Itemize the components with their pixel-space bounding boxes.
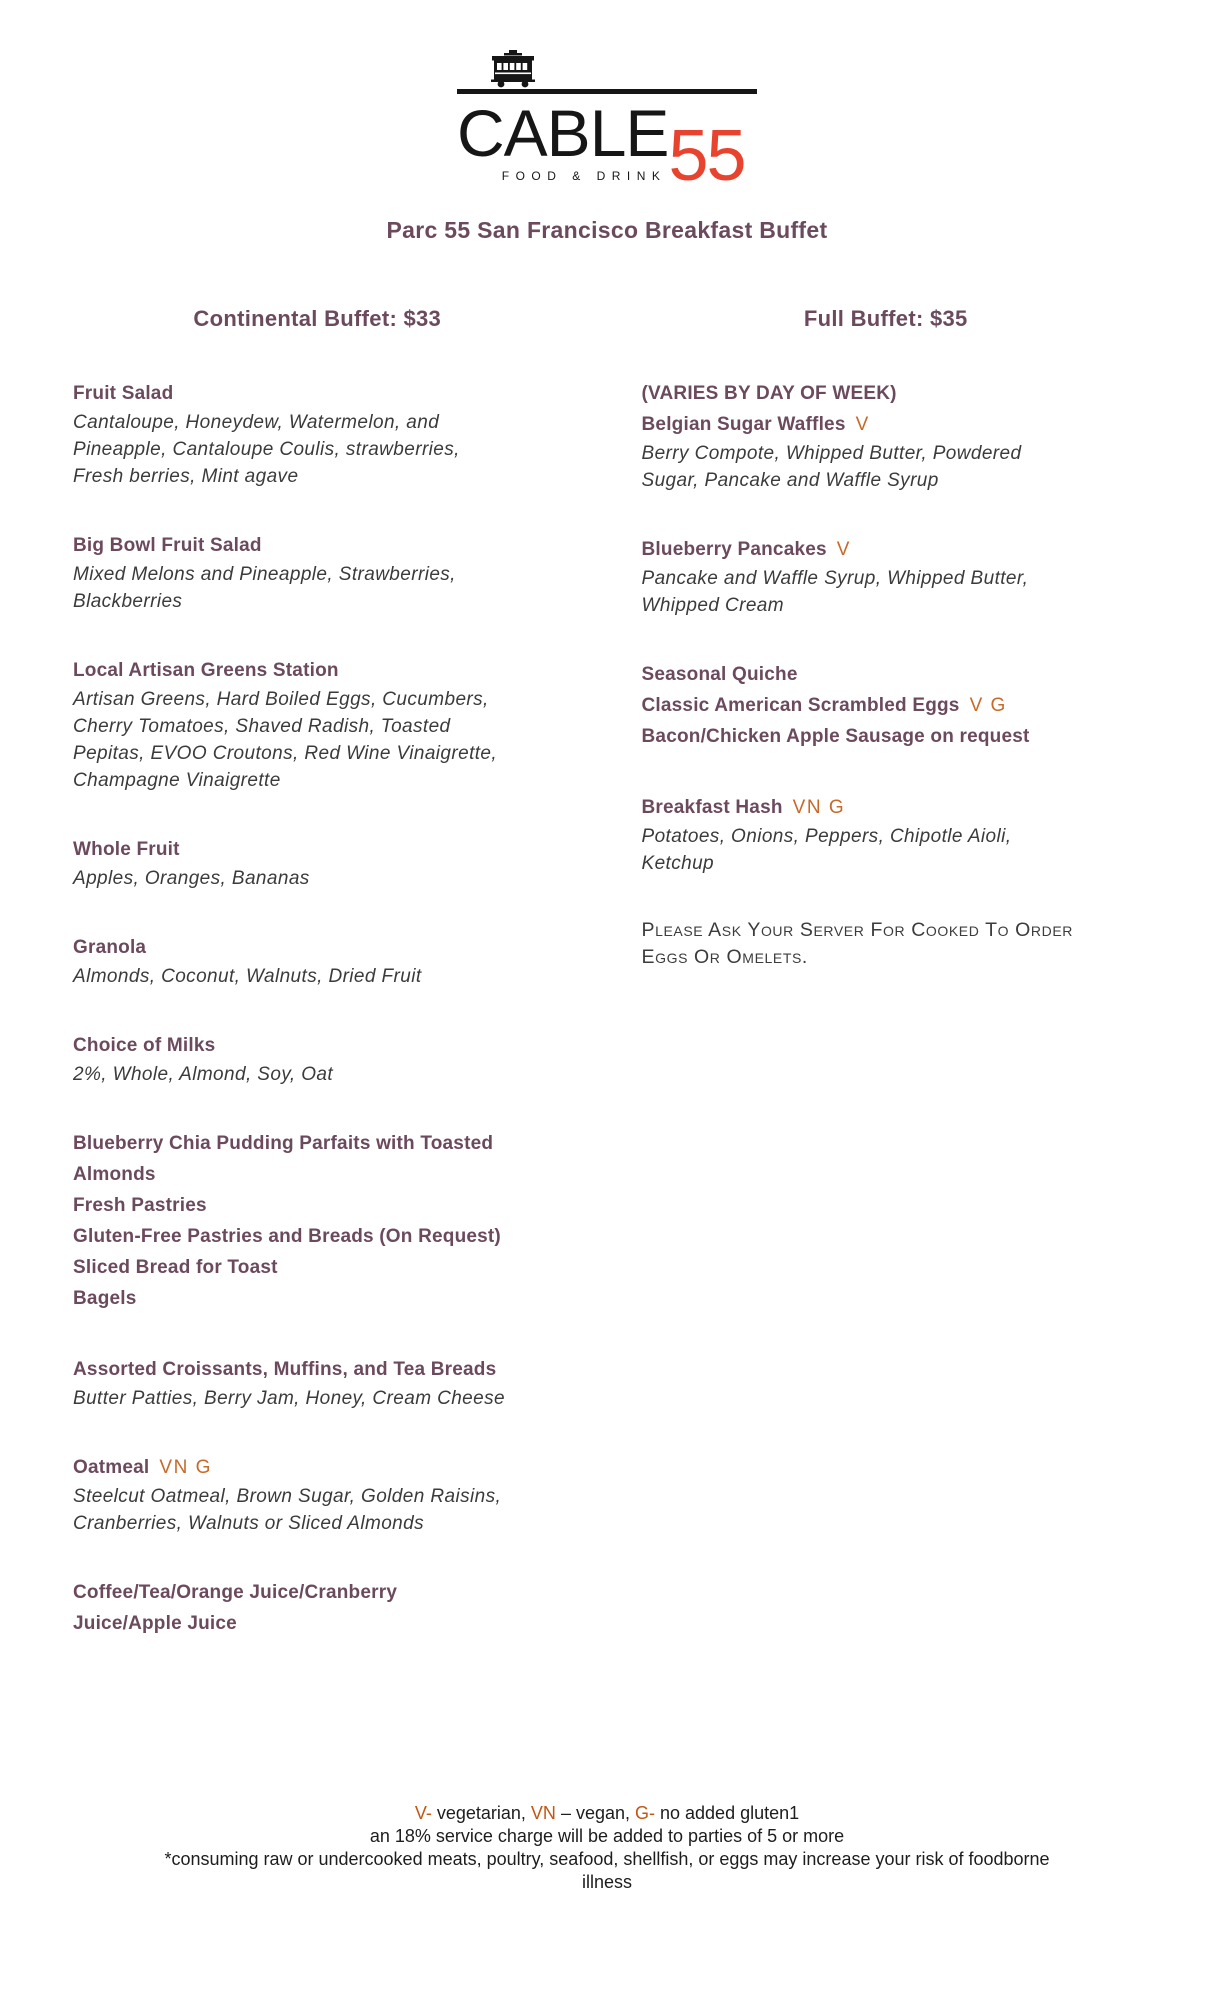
menu-block [642,534,1131,619]
item-name [642,409,1131,440]
item-description [642,440,1131,467]
item-name [73,1190,562,1221]
page-title: Parc 55 San Francisco Breakfast Buffet [386,216,828,243]
item-text: Cranberries, Walnuts or Sliced Almonds [73,1512,425,1534]
service-charge-note: an 18% service charge will be added to parties of 5 or more [369,1826,845,1846]
item-text: Big Bowl Fruit Salad [73,534,262,556]
item-name [73,1128,562,1159]
item-text: Belgian Sugar Waffles [641,413,846,435]
item-text: Choice of Milks [73,1034,216,1056]
item-description [73,1483,562,1510]
legend-text: – vegan, [555,1803,635,1823]
item-text: 2%, Whole, Almond, Soy, Oat [73,1063,334,1085]
item-text: Berry Compote, Whipped Butter, Powdered [641,442,1022,464]
legend-code: G- [635,1803,655,1823]
item-text: Butter Patties, Berry Jam, Honey, Cream Cheese [73,1387,505,1409]
item-description [73,1385,562,1412]
item-name [73,1159,562,1190]
item-name [73,1283,562,1314]
item-text: Almonds [73,1163,156,1185]
item-text: Almonds, Coconut, Walnuts, Dried Fruit [73,965,422,987]
item-name [73,834,562,865]
menu-block [73,1128,562,1314]
item-text: Eggs Or Omelets. [641,945,808,968]
item-description [73,686,562,713]
item-text: Blueberry Chia Pudding Parfaits with Toasted [73,1132,494,1154]
item-text: Juice/Apple Juice [73,1612,237,1634]
item-text: Cherry Tomatoes, Shaved Radish, Toasted [73,715,451,737]
dietary-tag: V [836,538,851,560]
menu-block [73,1030,562,1088]
item-text: Coffee/Tea/Orange Juice/Cranberry [73,1581,398,1603]
item-name [73,1577,562,1608]
item-text: Bagels [73,1287,137,1309]
item-description [73,963,562,990]
item-name [73,1608,562,1639]
item-text: Steelcut Oatmeal, Brown Sugar, Golden Raisins, [73,1485,502,1507]
item-text: Mixed Melons and Pineapple, Strawberries, [73,563,456,585]
server-note [642,944,1131,971]
item-name [73,1252,562,1283]
item-name [73,655,562,686]
item-name [642,534,1131,565]
full-buffet-column [642,306,1131,1679]
dietary-tag: V G [969,694,1007,716]
item-text: Classic American Scrambled Eggs [641,694,960,716]
consumer-advisory-line1: *consuming raw or undercooked meats, poultry, seafood, shellfish, or eggs may increase your risk of foodborne [164,1849,1050,1869]
item-description [73,436,562,463]
item-text: Fresh Pastries [73,1194,207,1216]
item-text: Please Ask Your Server For Cooked To Order [641,918,1073,941]
legend-text: vegetarian, [431,1803,531,1823]
item-description [642,592,1131,619]
menu-block [73,378,562,490]
continental-buffet-column [73,306,562,1679]
item-name [73,932,562,963]
menu-block [73,932,562,990]
menu-block [73,1354,562,1412]
consumer-advisory-line2: illness [581,1872,633,1892]
item-name [73,378,562,409]
item-text: Breakfast Hash [641,796,783,818]
item-text: Blueberry Pancakes [641,538,827,560]
server-note [642,917,1131,944]
logo-left [457,96,669,183]
cable-car-icon [487,50,539,90]
item-description [73,588,562,615]
item-text: Gluten-Free Pastries and Breads (On Request) [73,1225,501,1247]
item-text: Whole Fruit [73,838,180,860]
item-text: Potatoes, Onions, Peppers, Chipotle Aioli, [641,825,1012,847]
item-description [642,467,1131,494]
menu-block [642,378,1131,494]
item-text: Local Artisan Greens Station [73,659,339,681]
full-buffet-header: Full Buffet: $35 [803,305,968,331]
item-name [642,721,1131,752]
item-description [642,850,1131,877]
full-buffet-items [642,378,1131,971]
item-name [73,1452,562,1483]
menu-block [642,917,1131,971]
item-text: Bacon/Chicken Apple Sausage on request [641,725,1030,747]
menu-block [73,530,562,615]
item-text: Oatmeal [73,1456,150,1478]
dietary-tag: VN G [792,796,846,818]
item-description [73,1510,562,1537]
item-description [73,1061,562,1088]
item-description [73,865,562,892]
menu-block [642,792,1131,877]
item-name [642,792,1131,823]
menu-columns [0,306,1214,1679]
continental-buffet-header: Continental Buffet: $33 [193,305,442,331]
item-text: Apples, Oranges, Bananas [73,867,310,889]
item-text: Assorted Croissants, Muffins, and Tea Breads [73,1358,497,1380]
item-text: Pepitas, EVOO Croutons, Red Wine Vinaigrette, [73,742,498,764]
item-description [642,823,1131,850]
item-text: Cantaloupe, Honeydew, Watermelon, and [73,411,440,433]
item-text: Pineapple, Cantaloupe Coulis, strawberries, [73,438,460,460]
item-name [73,1354,562,1385]
item-name [73,1030,562,1061]
item-description [642,565,1131,592]
dietary-tag: V [855,413,870,435]
legend-code: V- [414,1803,432,1823]
item-text: Sugar, Pancake and Waffle Syrup [641,469,939,491]
logo-rail-line [457,89,757,94]
item-text: Artisan Greens, Hard Boiled Eggs, Cucumbers, [73,688,489,710]
item-description [73,740,562,767]
item-text: Blackberries [73,590,183,612]
logo-rail [457,50,757,94]
logo-brand-number: 55 [668,116,745,196]
item-description [73,463,562,490]
item-text: Fruit Salad [73,382,174,404]
item-text: Pancake and Waffle Syrup, Whipped Butter, [641,567,1029,589]
item-name [642,690,1131,721]
item-description [73,409,562,436]
logo-wordmark [457,96,757,196]
continental-buffet-items [73,378,562,1639]
item-text: Seasonal Quiche [641,663,798,685]
menu-block [73,655,562,794]
item-text: Sliced Bread for Toast [73,1256,278,1278]
item-name [642,659,1131,690]
item-description [73,767,562,794]
item-description [73,561,562,588]
logo-tagline: FOOD & DRINK [501,168,667,183]
item-text: Whipped Cream [641,594,784,616]
menu-footer [0,1802,1214,1894]
menu-block [642,659,1131,752]
dietary-legend [0,1802,1214,1825]
legend-code: VN [530,1803,556,1823]
item-text: (VARIES BY DAY OF WEEK) [641,382,897,404]
menu-block [73,1577,562,1639]
item-text: Champagne Vinaigrette [73,769,281,791]
item-name [642,378,1131,409]
item-text: Fresh berries, Mint agave [73,465,299,487]
item-name [73,1221,562,1252]
item-name [73,530,562,561]
logo-brand-text: CABLE [457,96,669,170]
menu-block [73,834,562,892]
item-description [73,713,562,740]
dietary-tag: VN G [159,1456,212,1478]
menu-block [73,1452,562,1537]
legend-text: no added gluten1 [655,1803,800,1823]
item-text: Ketchup [641,852,715,874]
item-text: Granola [73,936,147,958]
logo [457,0,757,196]
